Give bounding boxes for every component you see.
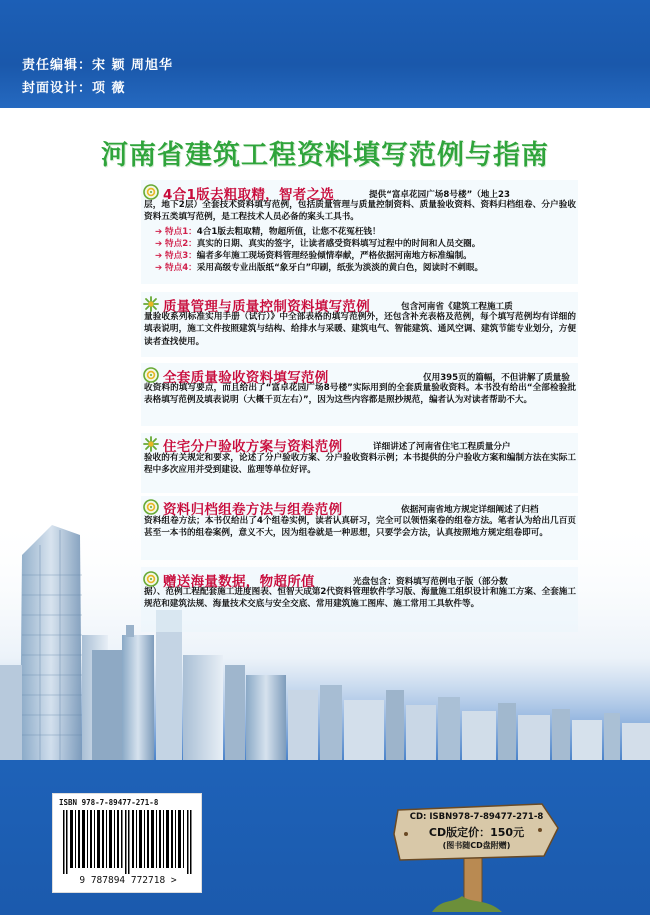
swirl-icon: [143, 499, 159, 515]
section-lead: 依据河南省地方规定详细阐述了归档: [401, 505, 539, 515]
section-heading: 资料归档组卷方法与组卷范例: [163, 502, 343, 518]
swirl-icon: [143, 184, 159, 200]
arrow-icon: ➔: [155, 251, 163, 261]
section-lead: 包含河南省《建筑工程施工质: [401, 302, 513, 312]
section-body: 收资料的填写要点，而且给出了“富卓花园广场8号楼”实际用到的全套质量验收资料。本书没有给出“全部检验批表格填写范例及填表说明（大概千页左右）”，因为这些内容都是照抄规范，编者认为对读者帮助不大。: [144, 383, 576, 406]
section-heading: 4合1版去粗取精，智者之选: [163, 187, 335, 203]
arrow-icon: ➔: [155, 239, 163, 249]
cd-note-text: (图书随CD盘附赠): [442, 841, 511, 850]
feature-item-3: ➔ 特点3：编者多年施工现场资料管理经验倾情奉献，严格依据河南地方标准编制。: [155, 251, 472, 261]
section-panel-2: [141, 292, 578, 357]
arrow-icon: ➔: [155, 227, 163, 237]
star-burst-icon: [143, 436, 159, 452]
feature-item-4: ➔ 特点4：采用高级专业出版纸“象牙白”印刷，纸张为淡淡的黄白色，阅读时不刺眼。: [155, 263, 484, 273]
section-heading: 全套质量验收资料填写范例: [163, 370, 329, 386]
cd-price-text: CD版定价：150元: [428, 826, 525, 839]
section-lead: 仅用395页的篇幅，不但讲解了质量验: [423, 373, 570, 383]
feature-item-2: ➔ 特点2：真实的日期、真实的签字，让读者感受资料填写过程中的时间和人员交圈。: [155, 239, 481, 249]
section-heading: 住宅分户验收方案与资料范例: [163, 439, 343, 455]
editor-credit: 责任编辑：宋 颖 周旭华: [22, 58, 174, 73]
feature-item-1: ➔ 特点1：4合1版去粗取精，物超所值，让您不花冤枉钱！: [155, 227, 381, 237]
section-panel-5: [141, 496, 578, 560]
section-lead: 提供“富卓花园广场8号楼”（地上23: [369, 190, 510, 200]
section-panel-4: [141, 433, 578, 493]
barcode-icon: [63, 810, 193, 874]
section-body: 量验收系列标准实用手册（试行）》中全部表格的填写范例外，还包含补充表格及范例，每个填写范例均有详细的填表说明，施工文件按照建筑与结构、给排水与采暖、建筑电气、智能建筑、通风空调、建筑节能专业划分，方便读者查找使用。: [144, 312, 576, 347]
isbn-digits: 9 787894 772718 >: [79, 875, 177, 886]
section-heading: 质量管理与质量控制资料填写范例: [163, 299, 370, 315]
book-title: 河南省建筑工程资料填写范例与指南: [101, 140, 549, 171]
isbn-barcode-box: [52, 793, 202, 893]
swirl-icon: [143, 367, 159, 383]
section-body: 据）、范例工程配套施工进度图表、恒智天成第2代资料管理软件学习版、海量施工组织设计和施工方案、全套施工规范和建筑法规、海量技术交底与安全交底、常用建筑施工图库、施工常用工具软件等。: [144, 587, 576, 610]
arrow-icon: ➔: [155, 263, 163, 273]
section-body: 层，地下2层）全套技术资料填写范例，包括质量管理与质量控制资料、质量验收资料、资料归档组卷、分户验收资料五类填写范例，是工程技术人员必备的案头工具书。: [144, 200, 576, 223]
section-panel-3: [141, 363, 578, 426]
section-panel-1: [141, 180, 578, 284]
section-panel-6: [141, 567, 578, 632]
isbn-text: ISBN 978-7-89477-271-8: [59, 798, 159, 807]
section-lead: 光盘包含：资料填写范例电子版（部分数: [353, 577, 508, 587]
section-body: 验收的有关规定和要求，论述了分户验收方案、分户验收资料示例；本书提供的分户验收方案和编制方法在实际工程中多次应用并受到建设、监理等单位好评。: [144, 453, 576, 476]
section-body: 资料组卷方法；本书仅给出了4个组卷实例，读者认真研习，完全可以领悟案卷的组卷方法。笔者认为给出几百页甚至一本书的组卷案例，意义不大，因为组卷就是一种思想，只要学会方法，认真按照地方规定组卷即可。: [144, 516, 576, 539]
cover-design-credit: 封面设计：项 薇: [22, 81, 126, 96]
cd-isbn-text: CD: ISBN978-7-89477-271-8: [409, 812, 544, 822]
section-heading: 赠送海量数据，物超所值: [163, 574, 315, 590]
swirl-icon: [143, 571, 159, 587]
section-lead: 详细讲述了河南省住宅工程质量分户: [373, 442, 511, 452]
star-burst-icon: [143, 296, 159, 312]
